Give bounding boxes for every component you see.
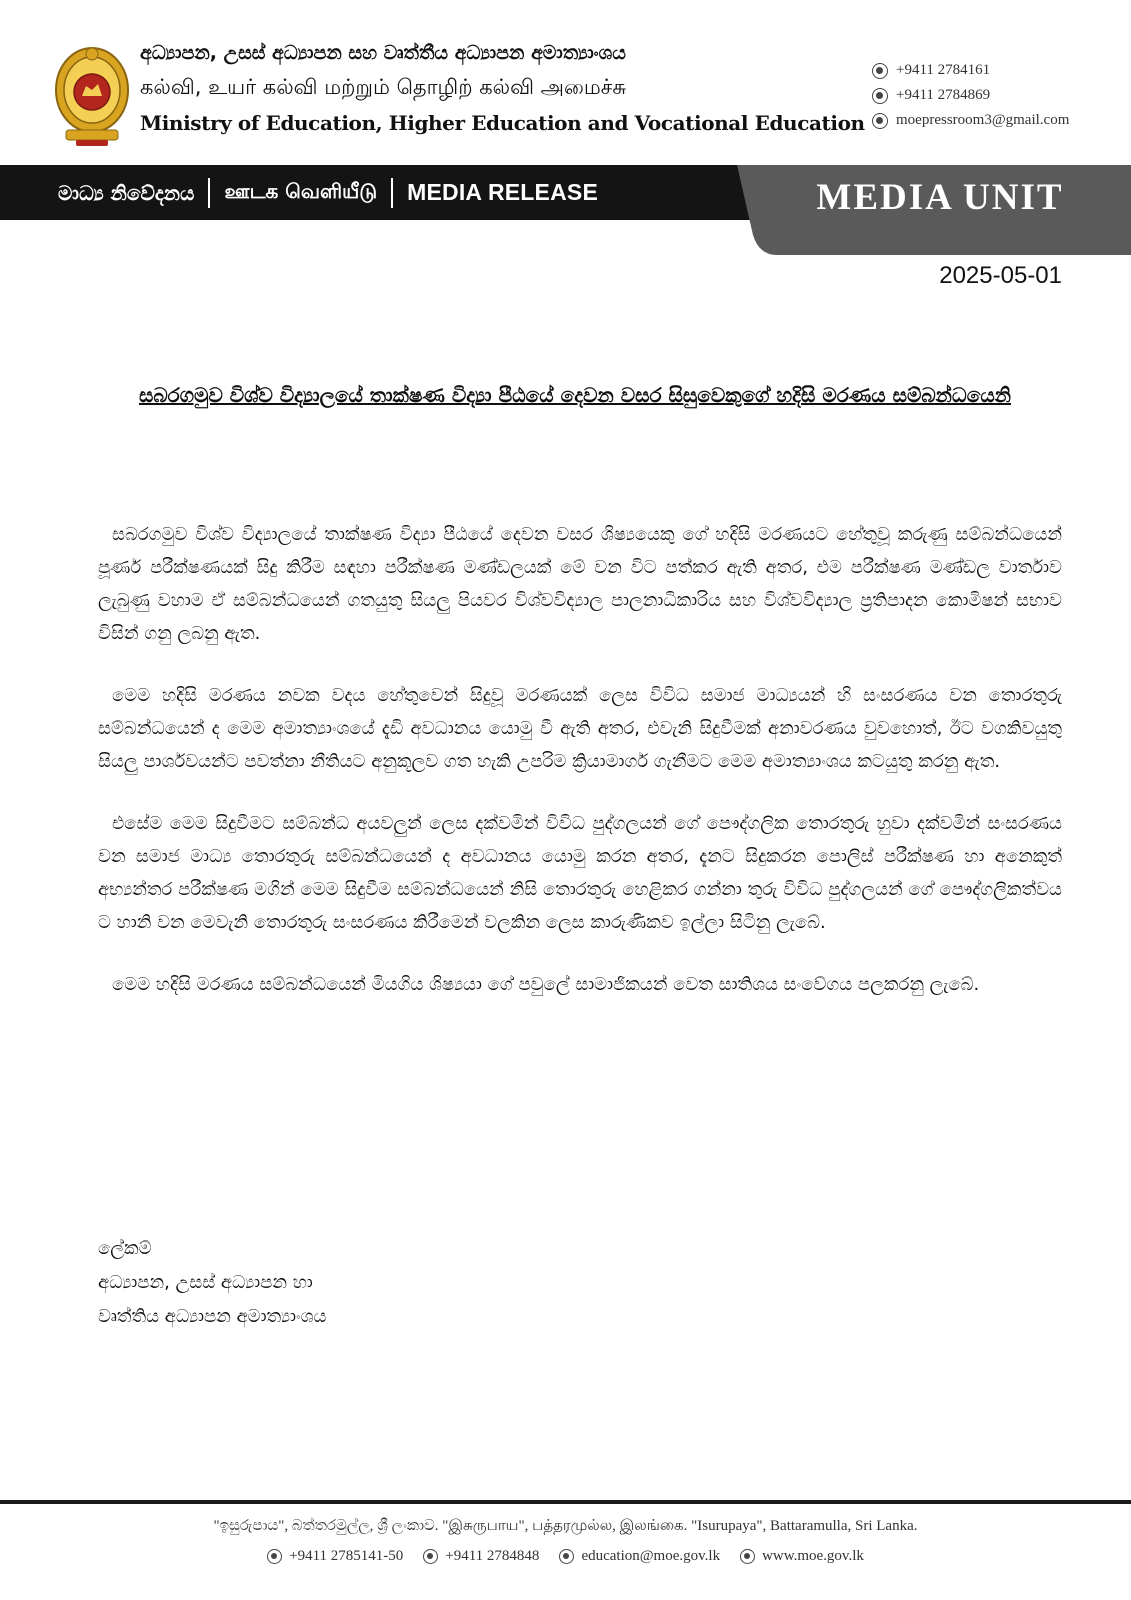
footer-fax-item xyxy=(423,1548,539,1565)
band-label-english: MEDIA RELEASE xyxy=(407,179,598,205)
footer-email-item xyxy=(559,1548,720,1565)
header-fax-row xyxy=(872,83,1122,108)
ministry-name-block xyxy=(140,36,865,142)
footer-email: education@moe.gov.lk xyxy=(581,1548,721,1564)
signature-block xyxy=(98,1232,698,1334)
footer-fax: +9411 2784848 xyxy=(445,1548,540,1564)
sri-lanka-emblem-logo xyxy=(50,40,134,148)
body-paragraph: මෙම හදිසි මරණය සම්බන්ධයෙන් මියගිය ශිෂ්‍යයා ගේ පවුලේ සාමාජිකයන් වෙත සාතිශය සංවේගය පලකරනු ලැබේ. xyxy=(112,974,980,995)
fax-icon xyxy=(423,1549,438,1564)
footer-phone: +9411 2785141-50 xyxy=(289,1548,404,1564)
footer-divider xyxy=(0,1500,1131,1504)
release-title: සබරගමුව විශ්ව විද්‍යාලයේ තාක්ෂණ විද්‍යා පීඨයේ දෙවන වසර සිසුවෙකුගේ හදිසි මරණය සම්බන්ධයෙනි xyxy=(139,383,1011,407)
band-label-tamil: ஊடக வெளியீடு xyxy=(224,179,378,203)
release-date: 2025-05-01 xyxy=(939,262,1062,289)
phone-icon xyxy=(267,1549,282,1564)
header-email: moepressroom3@gmail.com xyxy=(896,112,1070,128)
header-phone-row xyxy=(872,58,1122,83)
header-phone: +9411 2784161 xyxy=(896,62,991,78)
release-body xyxy=(98,518,1062,1030)
ministry-name-tamil: கல்வி, உயர் கல்வி மற்றும் தொழிற் கல்வி அமைச்சு xyxy=(140,75,627,99)
header-contacts xyxy=(872,58,1122,133)
email-icon xyxy=(872,113,888,129)
band-divider xyxy=(208,178,210,208)
phone-icon xyxy=(872,63,888,79)
media-release-labels xyxy=(58,165,598,220)
signature-line: වෘත්තිය අධ්‍යාපන අමාත්‍යාංශය xyxy=(98,1306,327,1327)
band-label-sinhala: මාධ්‍ය නිවේදනය xyxy=(58,180,195,205)
globe-icon xyxy=(740,1549,755,1564)
signature-line: අධ්‍යාපන, උසස් අධ්‍යාපන හා xyxy=(98,1272,313,1293)
body-paragraph: මෙම හදිසි මරණය නවක වදය හේතුවෙන් සිදුවූ මරණයක් ලෙස විවිධ සමාජ මාධ්‍යයන් හි සංසරණය වන තොරතුරු සම්බන්ධයෙන් ද මෙම අමාත්‍යාංශයේ දැඩි අවධානය යොමු වී ඇති අතර, එවැනි සිදුවීමක් අනාවරණය වුවහොත්, ඊට වගකිවයුතු සියලු පාර්ශවයන්ට පවත්නා නීතියට අනුකූලව ගත හැකි උපරිම ක්‍රියාමාර්ග ගැනීමට මෙම අමාත්‍යාංශය කටයුතු කරනු ඇත. xyxy=(98,685,1062,772)
media-unit-label: MEDIA UNIT xyxy=(816,177,1064,218)
ministry-name-english: Ministry of Education, Higher Education and Vocational Education xyxy=(140,111,865,135)
body-paragraph: සබරගමුව විශ්ව විද්‍යාලයේ තාක්ෂණ විද්‍යා පීඨයේ දෙවන වසර ශිෂ්‍යයෙකු ගේ හදිසි මරණයට හේතුවූ කරුණු සම්බන්ධයෙන් පූර්ණ පරීක්ෂණයක් සිදු කිරීම සඳහා පරීක්ෂණ මණ්ඩලයක් මේ වන විට පත්කර ඇති අතර, එම පරීක්ෂණ මණ්ඩල වාර්තාව ලැබුණු වහාම ඒ සම්බන්ධයෙන් ගතයුතු සියලු පියවර විශ්වවිද්‍යාල පාලනාධිකාරිය සහ විශ්වවිද්‍යාල ප්‍රතිපාදන කොමිෂන් සභාව විසින් ගනු ලබනු ඇත. xyxy=(98,524,1062,644)
body-paragraph: එසේම මෙම සිදුවීමට සම්බන්ධ අයවලුන් ලෙස දක්වමින් විවිධ පුද්ගලයන් ගේ පෞද්ගලික තොරතුරු හුවා දක්වමින් සංසරණය වන සමාජ මාධ්‍ය තොරතුරු සම්බන්ධයෙන් ද අවධානය යොමු කරන අතර, දැනට සිදුකරන පොලිස් පරීක්ෂණ හා අනෙකුත් අභ්‍යන්තර පරීක්ෂණ මගින් මෙම සිදුවීම සම්බන්ධයෙන් නිසි තොරතුරු හෙළිකර ගන්නා තුරු විවිධ පුද්ගලයන් ගේ පෞද්ගලිකත්වය ට හානි වන මෙවැනි තොරතුරු සංසරණය කිරීමෙන් වලකින ලෙස කාරුණිකව ඉල්ලා සිටිනු ලැබේ. xyxy=(98,813,1062,933)
band-divider xyxy=(391,178,393,208)
fax-icon xyxy=(872,88,888,104)
signature-title: ලේකම් xyxy=(98,1238,152,1259)
header-email-row xyxy=(872,108,1122,133)
ministry-name-sinhala: අධ්‍යාපන, උසස් අධ්‍යාපන සහ වෘත්තීය අධ්‍යාපන අමාත්‍යාංශය xyxy=(140,42,626,64)
header-fax: +9411 2784869 xyxy=(896,87,991,103)
footer-phone-item xyxy=(267,1548,403,1565)
footer-web: www.moe.gov.lk xyxy=(762,1548,864,1564)
footer-contacts xyxy=(0,1548,1131,1565)
email-icon xyxy=(559,1549,574,1564)
footer-web-item xyxy=(740,1548,864,1565)
footer-address: "ඉසුරුපාය", බත්තරමුල්ල, ශ්‍රී ලංකාව. "இசுருபாய", பத்தரமுல்ல, இலங்கை. "Isurupaya", Battaramulla, Sri Lanka. xyxy=(213,1518,918,1534)
